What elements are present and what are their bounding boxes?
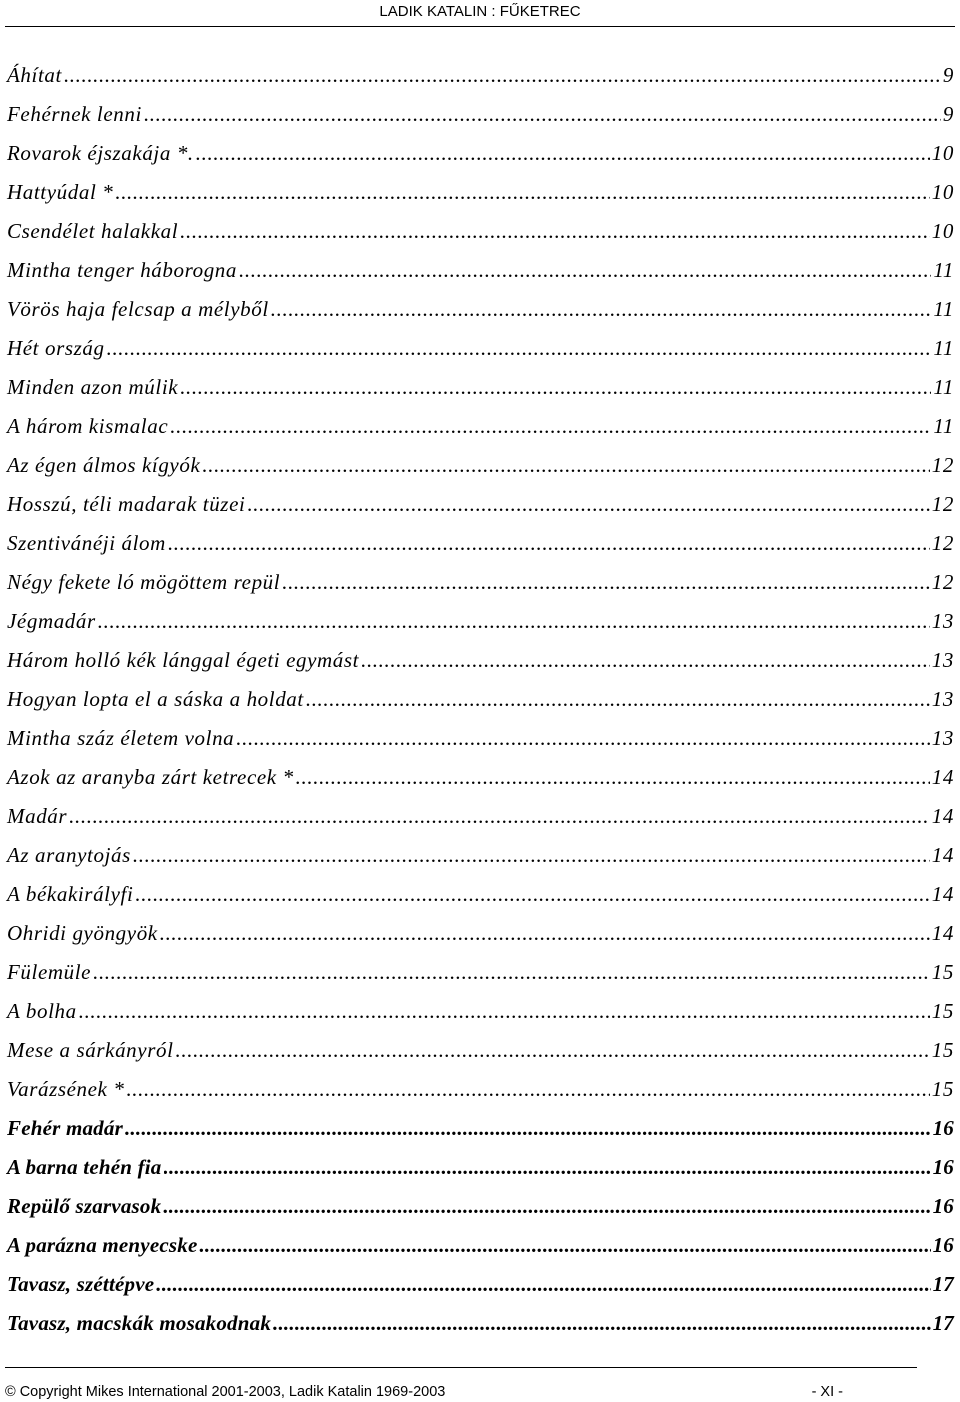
running-header	[0, 2, 960, 26]
toc-entry-title: Madár	[7, 804, 68, 828]
toc-entry-title: A békakirályfi	[7, 882, 134, 906]
toc-entry	[7, 1304, 954, 1343]
toc-entry-page-number: 11	[933, 297, 954, 321]
toc-entry-page-number: 10	[931, 180, 954, 204]
toc-entry-page-number: 14	[931, 765, 954, 789]
toc-dot-leader	[163, 1187, 930, 1226]
toc-entry-page-number: 15	[931, 960, 954, 984]
toc-entry-page-number: 12	[931, 531, 954, 555]
toc-entry	[7, 680, 954, 719]
toc-entry	[7, 1148, 954, 1187]
toc-entry-page-number: 10	[931, 219, 954, 243]
toc-dot-leader	[144, 95, 941, 134]
toc-entry-page-number: 16	[932, 1194, 954, 1218]
toc-dot-leader	[180, 368, 931, 407]
toc-dot-leader	[236, 719, 930, 758]
toc-entry	[7, 368, 954, 407]
toc-entry	[7, 797, 954, 836]
toc-entry	[7, 56, 954, 95]
toc-entry-title: Tavasz, széttépve	[7, 1272, 155, 1296]
toc-entry-title: Négy fekete ló mögöttem repül	[7, 570, 281, 594]
header-divider	[5, 26, 955, 27]
toc-entry-page-number: 13	[931, 687, 954, 711]
toc-dot-leader	[107, 329, 932, 368]
toc-entry-page-number: 16	[932, 1116, 954, 1140]
footer-divider	[5, 1367, 917, 1368]
toc-entry-title: Áhítat	[7, 63, 62, 87]
toc-entry	[7, 173, 954, 212]
toc-dot-leader	[126, 1070, 929, 1109]
toc-dot-leader	[79, 992, 930, 1031]
page-footer	[5, 1382, 843, 1402]
toc-entry	[7, 602, 954, 641]
toc-dot-leader	[202, 446, 929, 485]
toc-entry-title: Az égen álmos kígyók	[7, 453, 201, 477]
toc-dot-leader	[271, 290, 932, 329]
table-of-contents	[7, 56, 954, 1343]
toc-dot-leader	[168, 524, 930, 563]
toc-dot-leader	[125, 1109, 931, 1148]
toc-entry-page-number: 9	[942, 102, 954, 126]
toc-entry-page-number: 9	[942, 63, 954, 87]
toc-entry	[7, 1226, 954, 1265]
toc-dot-leader	[306, 680, 930, 719]
toc-dot-leader	[199, 1226, 930, 1265]
toc-entry-page-number: 13	[931, 726, 954, 750]
toc-dot-leader	[115, 173, 929, 212]
toc-entry-page-number: 13	[931, 609, 954, 633]
toc-dot-leader	[160, 914, 930, 953]
toc-entry	[7, 290, 954, 329]
toc-entry	[7, 1187, 954, 1226]
toc-dot-leader	[64, 56, 941, 95]
toc-entry-title: Hosszú, téli madarak tüzei	[7, 492, 246, 516]
toc-dot-leader	[170, 407, 931, 446]
toc-dot-leader	[180, 212, 930, 251]
toc-dot-leader	[273, 1304, 931, 1343]
toc-entry-title: Három holló kék lánggal égeti egymást	[7, 648, 360, 672]
toc-entry-title: Hét ország	[7, 336, 105, 360]
toc-entry-page-number: 12	[931, 570, 954, 594]
toc-entry	[7, 524, 954, 563]
toc-entry-page-number: 14	[931, 882, 954, 906]
toc-entry-title: Rovarok éjszakája *.	[7, 141, 194, 165]
toc-dot-leader	[176, 1031, 930, 1070]
toc-entry-title: Vörös haja felcsap a mélyből	[7, 297, 269, 321]
toc-entry-title: Repülő szarvasok	[7, 1194, 162, 1218]
toc-entry-title: Fehérnek lenni	[7, 102, 142, 126]
toc-entry	[7, 641, 954, 680]
toc-entry	[7, 212, 954, 251]
toc-entry-page-number: 12	[931, 453, 954, 477]
toc-entry-page-number: 15	[931, 1077, 954, 1101]
toc-entry-page-number: 17	[932, 1272, 954, 1296]
toc-dot-leader	[133, 836, 930, 875]
toc-entry	[7, 407, 954, 446]
toc-entry-page-number: 13	[931, 648, 954, 672]
toc-entry	[7, 1265, 954, 1304]
toc-dot-leader	[98, 602, 930, 641]
toc-entry	[7, 329, 954, 368]
toc-entry	[7, 251, 954, 290]
toc-entry-title: Hattyúdal *	[7, 180, 114, 204]
toc-dot-leader	[296, 758, 930, 797]
toc-entry	[7, 836, 954, 875]
toc-entry	[7, 719, 954, 758]
toc-entry-title: Mese a sárkányról	[7, 1038, 174, 1062]
toc-entry	[7, 1070, 954, 1109]
toc-dot-leader	[247, 485, 929, 524]
toc-entry-title: Ohridi gyöngyök	[7, 921, 158, 945]
toc-entry	[7, 485, 954, 524]
toc-entry-page-number: 14	[931, 804, 954, 828]
toc-entry-title: Varázsének *	[7, 1077, 125, 1101]
toc-entry-title: Csendélet halakkal	[7, 219, 179, 243]
toc-entry-page-number: 11	[933, 375, 954, 399]
toc-dot-leader	[156, 1265, 930, 1304]
toc-entry-page-number: 14	[931, 921, 954, 945]
toc-dot-leader	[93, 953, 930, 992]
toc-entry	[7, 1031, 954, 1070]
toc-entry	[7, 914, 954, 953]
toc-entry-title: Mintha száz életem volna	[7, 726, 235, 750]
toc-dot-leader	[164, 1148, 931, 1187]
copyright-notice: © Copyright Mikes International 2001-2003, Ladik Katalin 1969-2003	[5, 1384, 446, 1400]
toc-entry-title: A bolha	[7, 999, 77, 1023]
toc-entry-title: Az aranytojás	[7, 843, 131, 867]
page-number: - XI -	[811, 1384, 843, 1400]
toc-entry-title: Hogyan lopta el a sáska a holdat	[7, 687, 304, 711]
toc-entry-page-number: 14	[931, 843, 954, 867]
toc-entry	[7, 1109, 954, 1148]
toc-entry	[7, 875, 954, 914]
toc-entry-page-number: 15	[931, 999, 954, 1023]
toc-entry-title: Tavasz, macskák mosakodnak	[7, 1311, 272, 1335]
toc-entry	[7, 95, 954, 134]
toc-entry-title: Mintha tenger háborogna	[7, 258, 238, 282]
toc-entry-title: A parázna menyecske	[7, 1233, 198, 1257]
toc-entry-page-number: 15	[931, 1038, 954, 1062]
toc-dot-leader	[282, 563, 930, 602]
toc-entry	[7, 953, 954, 992]
running-header-title: LADIK KATALIN : FŰKETREC	[379, 3, 581, 20]
toc-entry-page-number: 10	[931, 141, 954, 165]
toc-dot-leader	[239, 251, 931, 290]
toc-entry-title: A barna tehén fia	[7, 1155, 162, 1179]
toc-entry	[7, 563, 954, 602]
toc-dot-leader	[196, 134, 930, 173]
toc-dot-leader	[135, 875, 929, 914]
toc-dot-leader	[69, 797, 930, 836]
toc-entry-page-number: 16	[932, 1233, 954, 1257]
toc-entry-page-number: 16	[932, 1155, 954, 1179]
toc-entry-title: Jégmadár	[7, 609, 96, 633]
toc-entry	[7, 992, 954, 1031]
toc-entry-page-number: 11	[933, 258, 954, 282]
toc-entry	[7, 446, 954, 485]
toc-entry	[7, 134, 954, 173]
toc-entry-page-number: 11	[933, 414, 954, 438]
toc-dot-leader	[361, 641, 930, 680]
toc-entry-title: Minden azon múlik	[7, 375, 179, 399]
toc-entry-title: Fülemüle	[7, 960, 92, 984]
toc-entry-title: Szentivánéji álom	[7, 531, 166, 555]
toc-entry-title: Fehér madár	[7, 1116, 123, 1140]
toc-entry	[7, 758, 954, 797]
toc-entry-title: A három kismalac	[7, 414, 169, 438]
toc-entry-title: Azok az aranyba zárt ketrecek *	[7, 765, 294, 789]
toc-entry-page-number: 11	[933, 336, 954, 360]
toc-entry-page-number: 17	[932, 1311, 954, 1335]
toc-entry-page-number: 12	[931, 492, 954, 516]
